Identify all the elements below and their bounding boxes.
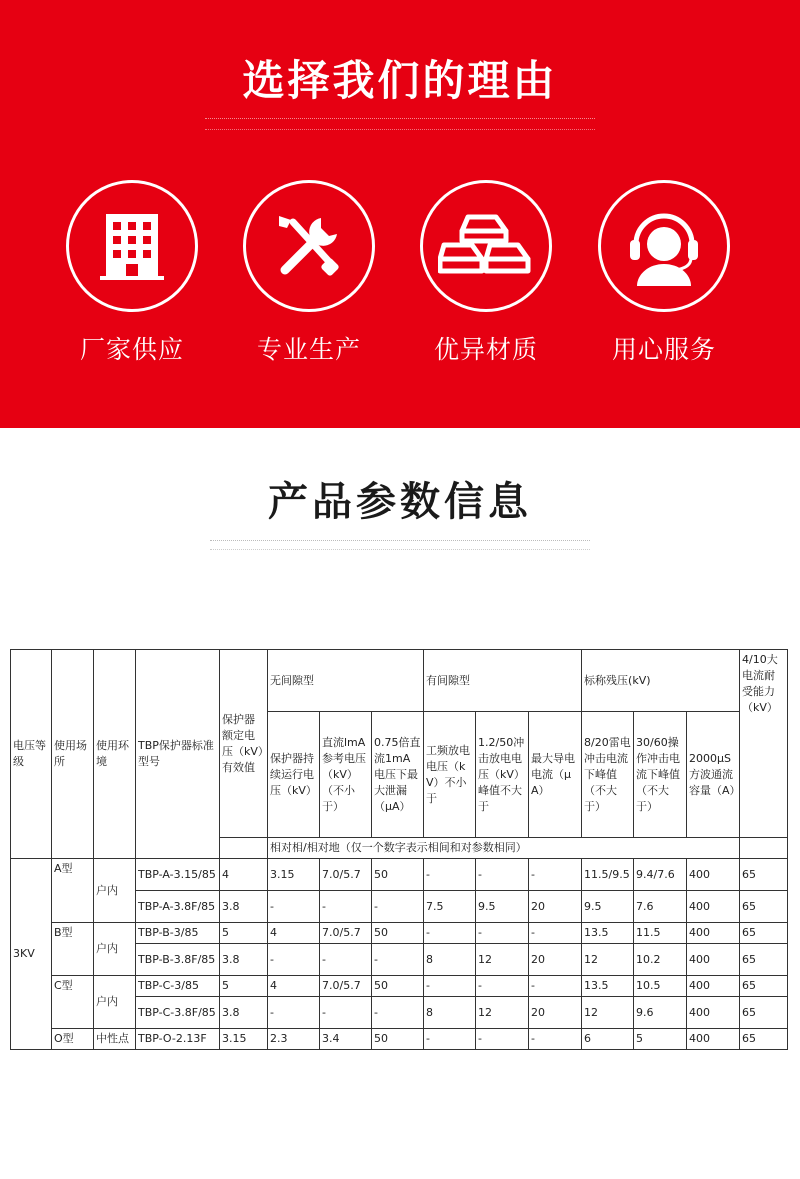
header-impulse-discharge: 1.2/50冲击放电电压（kV）峰值不大于 xyxy=(476,712,529,838)
header-row xyxy=(11,650,788,712)
pf-cell: - xyxy=(424,859,476,891)
pf-cell: 8 xyxy=(424,944,476,976)
leakage-cell: 50 xyxy=(372,976,424,997)
voltage-level-cell: 3KV xyxy=(11,859,52,1050)
leakage-cell: 50 xyxy=(372,859,424,891)
rated-cell: 3.8 xyxy=(220,944,268,976)
feature-circle xyxy=(598,180,730,312)
continuous-cell: - xyxy=(268,997,320,1029)
tools-icon xyxy=(271,208,347,284)
header-residual: 标称残压(kV) xyxy=(582,650,740,712)
model-cell: TBP-A-3.8F/85 xyxy=(136,891,220,923)
type-cell: B型 xyxy=(52,923,94,976)
leakage-cell: - xyxy=(372,997,424,1029)
dc-cell: - xyxy=(320,944,372,976)
square-wave-cell: 400 xyxy=(687,891,740,923)
banner-title: 选择我们的理由 xyxy=(242,56,558,105)
impulse-cell: - xyxy=(476,859,529,891)
gold-bars-icon xyxy=(438,211,534,281)
max-current-cell: 20 xyxy=(529,997,582,1029)
reasons-banner xyxy=(0,0,800,428)
lightning-cell: 9.5 xyxy=(582,891,634,923)
continuous-cell: - xyxy=(268,891,320,923)
leakage-cell: 50 xyxy=(372,923,424,944)
environment-cell: 户内 xyxy=(94,859,136,923)
max-current-cell: - xyxy=(529,1029,582,1050)
header-with-gap: 有间隙型 xyxy=(424,650,582,712)
rated-cell: 5 xyxy=(220,923,268,944)
header-model: TBP保护器标准型号 xyxy=(136,650,220,859)
impulse-cell: - xyxy=(476,976,529,997)
section-title: 产品参数信息 xyxy=(268,479,532,525)
table-row xyxy=(11,859,788,891)
feature-circle xyxy=(243,180,375,312)
impulse-cell: 9.5 xyxy=(476,891,529,923)
withstand-cell: 65 xyxy=(740,976,788,997)
model-cell: TBP-C-3/85 xyxy=(136,976,220,997)
feature-factory-supply xyxy=(66,180,198,366)
leakage-cell: - xyxy=(372,944,424,976)
feature-label: 用心服务 xyxy=(611,335,716,364)
header-no-gap: 无间隙型 xyxy=(268,650,424,712)
header-pf-discharge: 工频放电电压（kV）不小于 xyxy=(424,712,476,838)
lightning-cell: 6 xyxy=(582,1029,634,1050)
spec-table xyxy=(10,649,788,1050)
model-cell: TBP-O-2.13F xyxy=(136,1029,220,1050)
square-wave-cell: 400 xyxy=(687,997,740,1029)
header-environment: 使用环境 xyxy=(94,650,136,859)
dc-cell: 7.0/5.7 xyxy=(320,923,372,944)
model-cell: TBP-A-3.15/85 xyxy=(136,859,220,891)
max-current-cell: - xyxy=(529,923,582,944)
environment-cell: 户内 xyxy=(94,976,136,1029)
withstand-cell: 65 xyxy=(740,859,788,891)
dc-cell: 7.0/5.7 xyxy=(320,976,372,997)
table-row xyxy=(11,976,788,997)
lightning-cell: 11.5/9.5 xyxy=(582,859,634,891)
header-withstand: 4/10大电流耐受能力（kV） xyxy=(740,650,788,838)
header-note-spacer xyxy=(740,838,788,859)
square-wave-cell: 400 xyxy=(687,923,740,944)
switching-cell: 11.5 xyxy=(634,923,687,944)
square-wave-cell: 400 xyxy=(687,1029,740,1050)
feature-circle xyxy=(420,180,552,312)
lightning-cell: 13.5 xyxy=(582,976,634,997)
impulse-cell: 12 xyxy=(476,944,529,976)
max-current-cell: - xyxy=(529,976,582,997)
rated-cell: 3.15 xyxy=(220,1029,268,1050)
pf-cell: 8 xyxy=(424,997,476,1029)
header-lightning: 8/20雷电冲击电流下峰值（不大于） xyxy=(582,712,634,838)
lightning-cell: 12 xyxy=(582,997,634,1029)
building-icon xyxy=(100,210,164,282)
leakage-cell: - xyxy=(372,891,424,923)
pf-cell: - xyxy=(424,976,476,997)
header-location: 使用场所 xyxy=(52,650,94,859)
max-current-cell: - xyxy=(529,859,582,891)
type-cell: O型 xyxy=(52,1029,94,1050)
square-wave-cell: 400 xyxy=(687,976,740,997)
dc-cell: - xyxy=(320,997,372,1029)
square-wave-cell: 400 xyxy=(687,944,740,976)
rated-cell: 4 xyxy=(220,859,268,891)
impulse-cell: 12 xyxy=(476,997,529,1029)
type-cell: A型 xyxy=(52,859,94,923)
header-square-wave: 2000μS方波通流容量（A） xyxy=(687,712,740,838)
header-rated-voltage: 保护器额定电压（kV）有效值 xyxy=(220,650,268,838)
switching-cell: 10.2 xyxy=(634,944,687,976)
model-cell: TBP-B-3/85 xyxy=(136,923,220,944)
switching-cell: 10.5 xyxy=(634,976,687,997)
square-wave-cell: 400 xyxy=(687,859,740,891)
header-dc-reference: 直流lmA参考电压（kV）（不小于） xyxy=(320,712,372,838)
feature-label: 专业生产 xyxy=(256,335,361,364)
header-note-spacer xyxy=(220,838,268,859)
feature-circle xyxy=(66,180,198,312)
pf-cell: - xyxy=(424,1029,476,1050)
feature-label: 优异材质 xyxy=(433,335,538,364)
model-cell: TBP-B-3.8F/85 xyxy=(136,944,220,976)
header-continuous-voltage: 保护器持续运行电压（kV） xyxy=(268,712,320,838)
header-voltage-level: 电压等级 xyxy=(11,650,52,859)
environment-cell: 中性点 xyxy=(94,1029,136,1050)
switching-cell: 7.6 xyxy=(634,891,687,923)
dc-cell: 7.0/5.7 xyxy=(320,859,372,891)
impulse-cell: - xyxy=(476,923,529,944)
header-max-current: 最大导电电流（μA） xyxy=(529,712,582,838)
headset-icon xyxy=(627,206,701,286)
model-cell: TBP-C-3.8F/85 xyxy=(136,997,220,1029)
withstand-cell: 65 xyxy=(740,997,788,1029)
header-leakage: 0.75倍直流1mA电压下最大泄漏（μA） xyxy=(372,712,424,838)
max-current-cell: 20 xyxy=(529,891,582,923)
withstand-cell: 65 xyxy=(740,944,788,976)
switching-cell: 5 xyxy=(634,1029,687,1050)
max-current-cell: 20 xyxy=(529,944,582,976)
continuous-cell: 3.15 xyxy=(268,859,320,891)
switching-cell: 9.6 xyxy=(634,997,687,1029)
withstand-cell: 65 xyxy=(740,1029,788,1050)
lightning-cell: 13.5 xyxy=(582,923,634,944)
lightning-cell: 12 xyxy=(582,944,634,976)
withstand-cell: 65 xyxy=(740,923,788,944)
impulse-cell: - xyxy=(476,1029,529,1050)
type-cell: C型 xyxy=(52,976,94,1029)
dc-cell: - xyxy=(320,891,372,923)
environment-cell: 户内 xyxy=(94,923,136,976)
table-row xyxy=(11,923,788,944)
continuous-cell: 4 xyxy=(268,976,320,997)
continuous-cell: 2.3 xyxy=(268,1029,320,1050)
feature-quality-material xyxy=(420,180,552,366)
pf-cell: 7.5 xyxy=(424,891,476,923)
dc-cell: 3.4 xyxy=(320,1029,372,1050)
table-row xyxy=(11,1029,788,1050)
switching-cell: 9.4/7.6 xyxy=(634,859,687,891)
leakage-cell: 50 xyxy=(372,1029,424,1050)
rated-cell: 5 xyxy=(220,976,268,997)
continuous-cell: - xyxy=(268,944,320,976)
feature-attentive-service xyxy=(598,180,730,366)
feature-professional-production xyxy=(243,180,375,366)
rated-cell: 3.8 xyxy=(220,997,268,1029)
continuous-cell: 4 xyxy=(268,923,320,944)
header-switching: 30/60操作冲击电流下峰值（不大于） xyxy=(634,712,687,838)
feature-label: 厂家供应 xyxy=(79,335,184,364)
header-note: 相对相/相对地（仅一个数字表示相间和对参数相同） xyxy=(268,838,740,859)
withstand-cell: 65 xyxy=(740,891,788,923)
banner-divider xyxy=(205,118,595,130)
rated-cell: 3.8 xyxy=(220,891,268,923)
pf-cell: - xyxy=(424,923,476,944)
section-divider xyxy=(210,540,590,550)
